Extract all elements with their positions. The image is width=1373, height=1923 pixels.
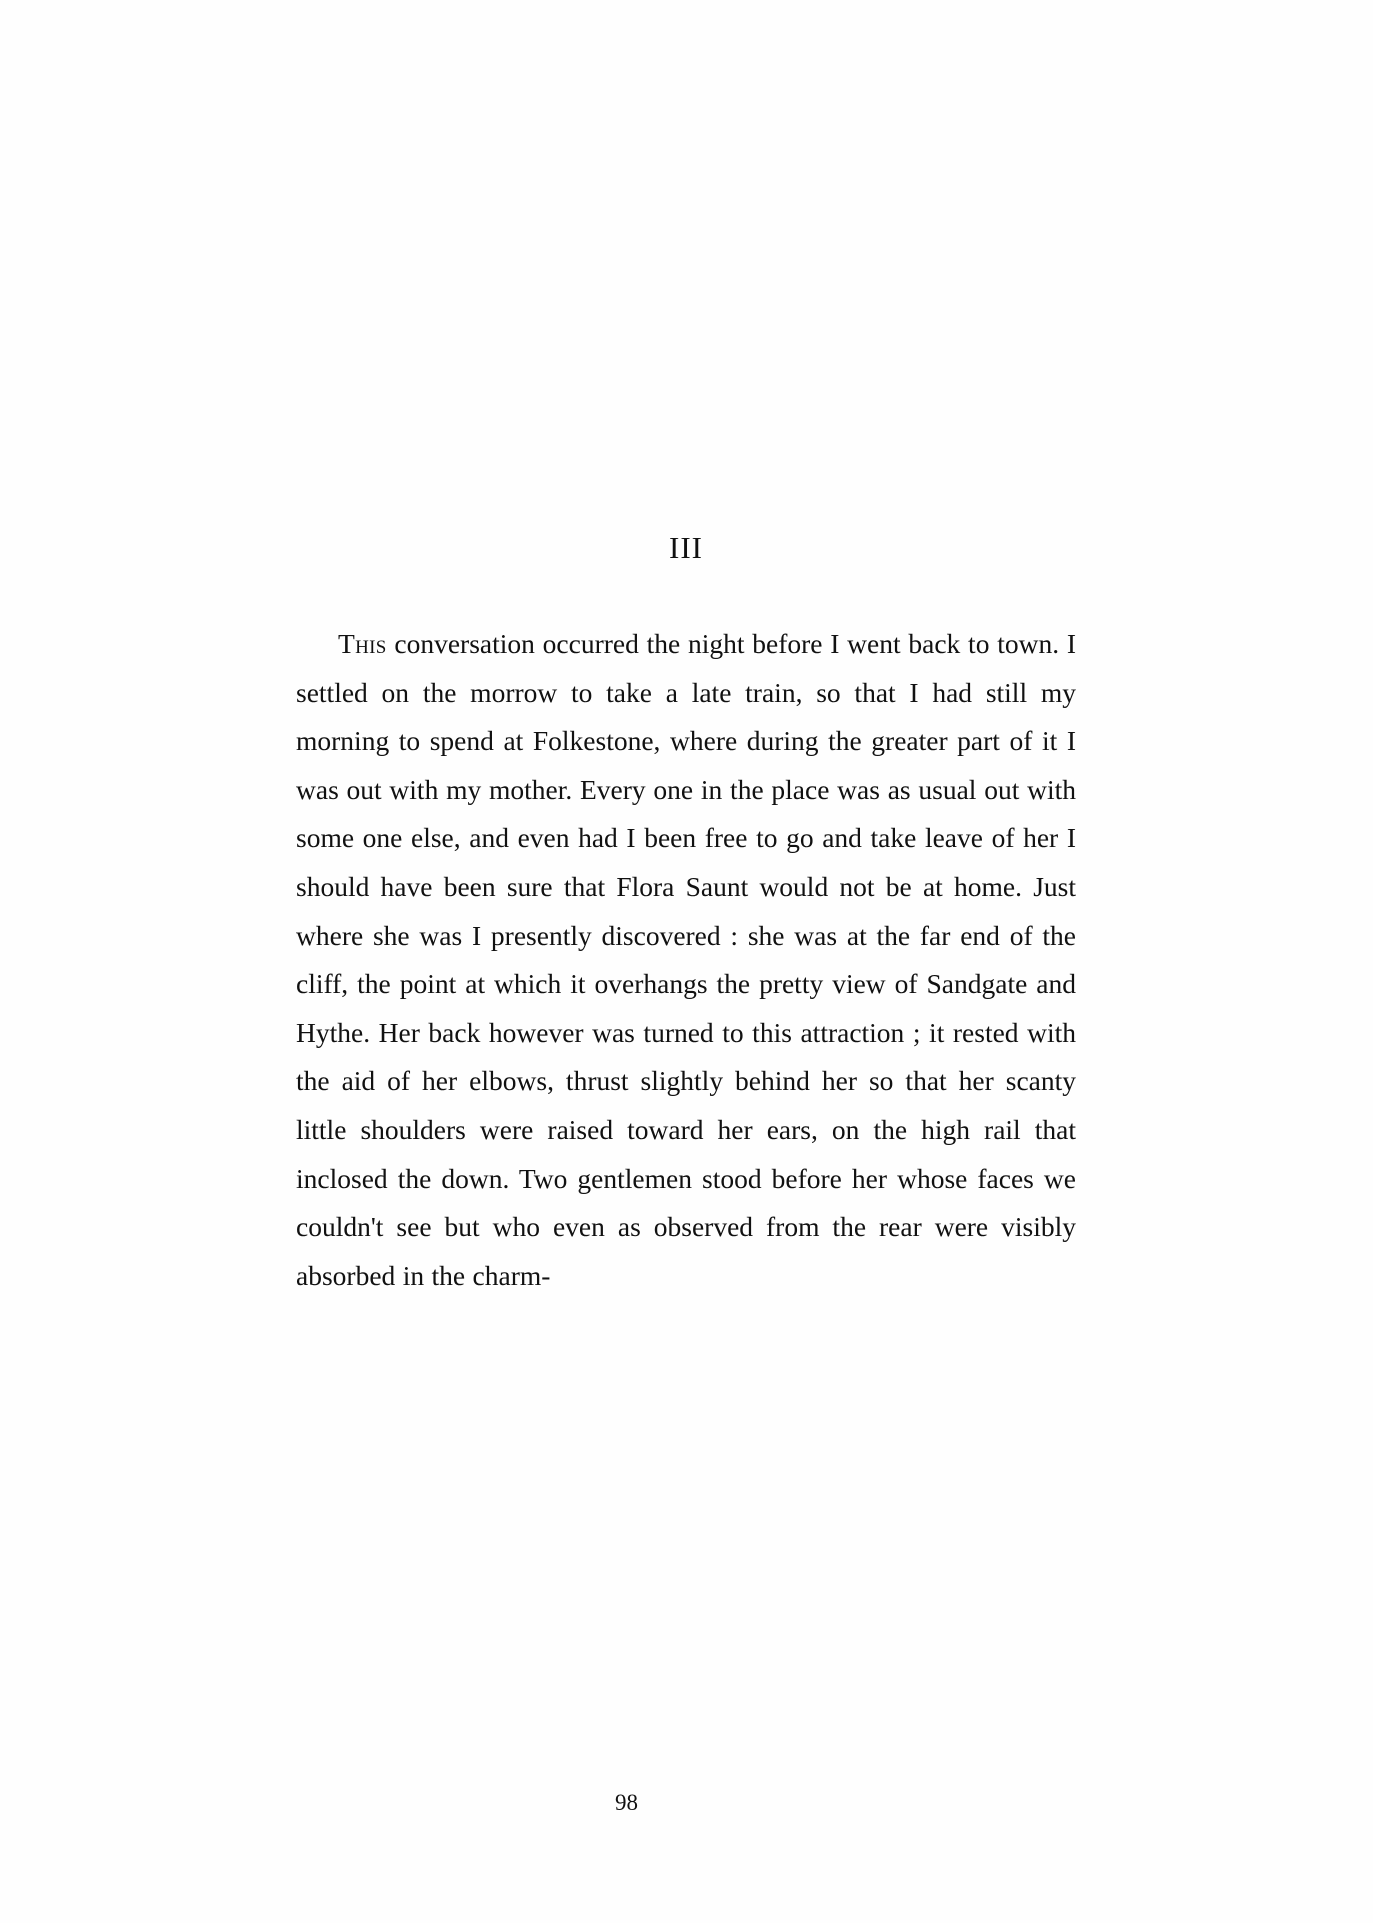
chapter-number-heading: III bbox=[669, 530, 703, 565]
text-column bbox=[296, 530, 1076, 1300]
body-paragraph bbox=[296, 620, 1076, 1300]
page-number bbox=[0, 1790, 1373, 1816]
page-number-value: 98 bbox=[615, 1790, 638, 1815]
paragraph-lead-smallcaps: This bbox=[338, 628, 387, 659]
paragraph-body-text: conversation occurred the night before I went back to town. I settled on the morrow to take a late train, so that I had still my morning to spend at Folkestone, where during the greater part of it I was out with my mother. Every one in the place was as usual out with some one else, and even had I been free to go and take leave of her I should have been sure that Flora Saunt would not be at home. Just where she was I presently discovered : she was at the far end of the cliff, the point at which it overhangs the pretty view of Sandgate and Hythe. Her back however was turned to this attraction ; it rested with the aid of her elbows, thrust slightly behind her so that her scanty little shoulders were raised toward her ears, on the high rail that inclosed the down. Two gentlemen stood before her whose faces we couldn't see but who even as observed from the rear were visibly absorbed in the charm- bbox=[296, 628, 1076, 1291]
